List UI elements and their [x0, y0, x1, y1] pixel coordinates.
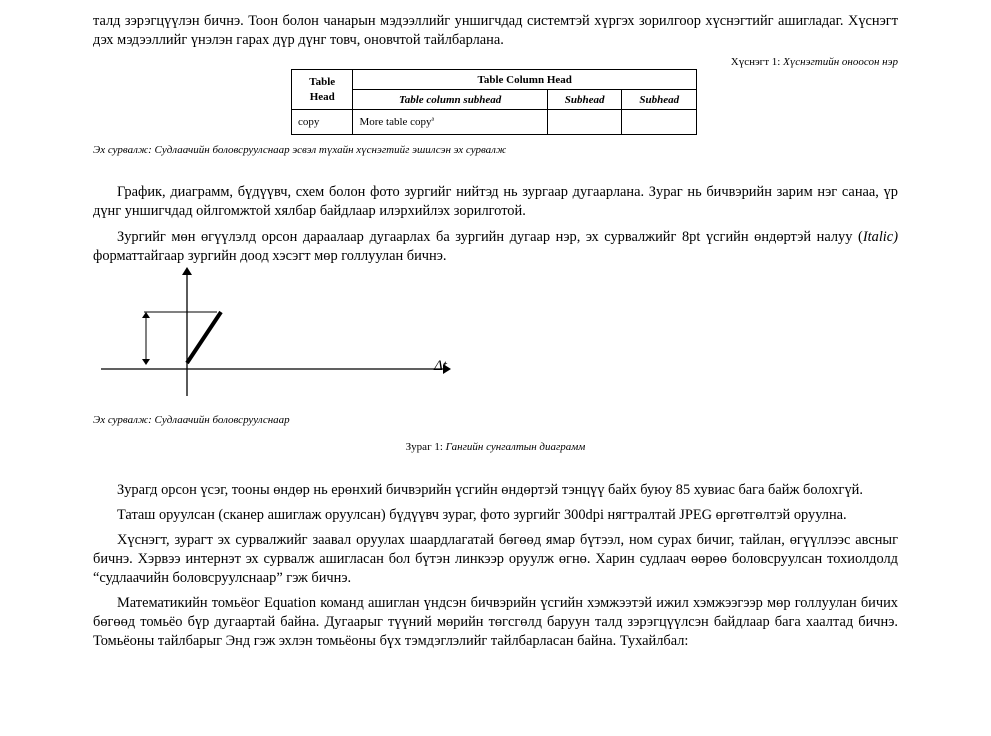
figure-diagram [93, 266, 898, 406]
height-arrow-bottom [142, 359, 150, 365]
intro-paragraph: талд зэрэгцүүлэн бичнэ. Тоон болон чанарын мэдээллийг уншигчдад системтэй хүргэх зорилгоор хүснэгтийг ашигладаг. Хүснэгт дэх мэдээллийг үнэлэн гарах дүр дүнг товч, оновчтой тайлбарлана. [93, 13, 898, 48]
table-cell-more [353, 110, 547, 135]
subhead-cell-1: Table column subhead [353, 90, 547, 110]
figure-caption [93, 440, 898, 454]
document-page [93, 12, 898, 651]
subhead-cell-3: Subhead [622, 90, 697, 110]
table-cell-copy: copy [292, 110, 353, 135]
data-table [291, 69, 697, 135]
table-cell-empty-2 [622, 110, 697, 135]
figure-source: Эх сурвалж: Судлаачийн боловсруулснаар [93, 414, 290, 426]
height-arrow-top [142, 312, 150, 318]
y-axis-arrowhead [182, 267, 192, 275]
table-cell-empty-1 [547, 110, 622, 135]
numbering-paragraph-start: Зургийг мөн өгүүлэлд орсон дараалаар дугаарлах ба зургийн дугаар нэр, эх сурвалжийг 8pt үсгийн өндөртэй налуу ( [117, 229, 863, 245]
table-source: Эх сурвалж: Судлаачийн боловсруулснаар эсвэл түхайн хүснэгтийг эшилсэн эх сурвалж [93, 144, 507, 156]
table-caption-label: Хүснэгт 1: [730, 56, 784, 68]
equation-paragraph: Математикийн томьёог Equation команд ашиглан үндсэн бичвэрийн үсгийн хэмжээтэй ижил хэмжээгээр мөр голлуулан бичих бөгөөд томьёо бүр дугаартай байна. Дугаарыг түүний мөрийн төгсгөлд баруун талд зэрэгцүүлсэн байдлаар бага хаалтад бичнэ. Томьёоны тайлбарыг Энд гэж эхлэн томьёоны бүх тэмдэглэлийг тайлбарласан байна. Тухайлбал: [93, 595, 898, 649]
diagram-svg [93, 266, 898, 406]
stress-line [187, 312, 221, 363]
numbering-paragraph-end: форматтайгаар зургийн доод хэсэгт мөр голлуулан бичнэ. [93, 248, 447, 264]
numbering-paragraph [93, 228, 898, 266]
scan-paragraph: Таташ оруулсан (сканер ашиглаж оруулсан) бүдүүвч зураг, фото зургийг 300dpi нягтралтай JPEG өргөтгөлтэй оруулна. [117, 507, 847, 523]
subhead-cell-2: Subhead [547, 90, 622, 110]
table-column-head: Table Column Head [353, 70, 697, 90]
table-caption [93, 55, 898, 69]
letter-size-paragraph: Зурагд орсон үсэг, тооны өндөр нь ерөнхий бичвэрийн үсгийн өндөртэй тэнцүү байх буюу 85 хувиас бага байж болохгүй. [117, 482, 863, 498]
italic-word: Italic) [862, 229, 898, 245]
figure-caption-name: Гангийн сунгалтын диаграмм [445, 441, 586, 453]
table-caption-name: Хүснэгтийн оноосон нэр [783, 56, 898, 68]
delta-t-label: Δt [434, 358, 447, 374]
table-footnote-mark: a [431, 116, 435, 123]
table-head-cell: Table Head [292, 70, 353, 110]
figure-paragraph: График, диаграмм, бүдүүвч, схем болон фото зургийг нийтэд нь зургаар дугаарлана. Зураг нь бичвэрийн зарим нэг санаа, үр дүнг уншигчдад ойлгомжтой хялбар байдлаар илэрхийлэх зорилготой. [93, 184, 898, 219]
source-paragraph: Хүснэгт, зурагт эх сурвалжийг заавал оруулах шаардлагатай бөгөөд ямар бүтээл, ном сурах бичиг, тайлан, өгүүллээс авсныг бичнэ. Хэрвээ интернэт эх сурвалж ашигласан бол бүтэн линкээр оруулж өгнө. Харин судлаач өөрөө боловсруулсан тохиолдолд “судлаачийн боловсруулснаар” гэж бичнэ. [93, 532, 898, 586]
figure-caption-label: Зураг 1: [405, 441, 446, 453]
table-cell-more-text: More table copy [359, 116, 432, 128]
